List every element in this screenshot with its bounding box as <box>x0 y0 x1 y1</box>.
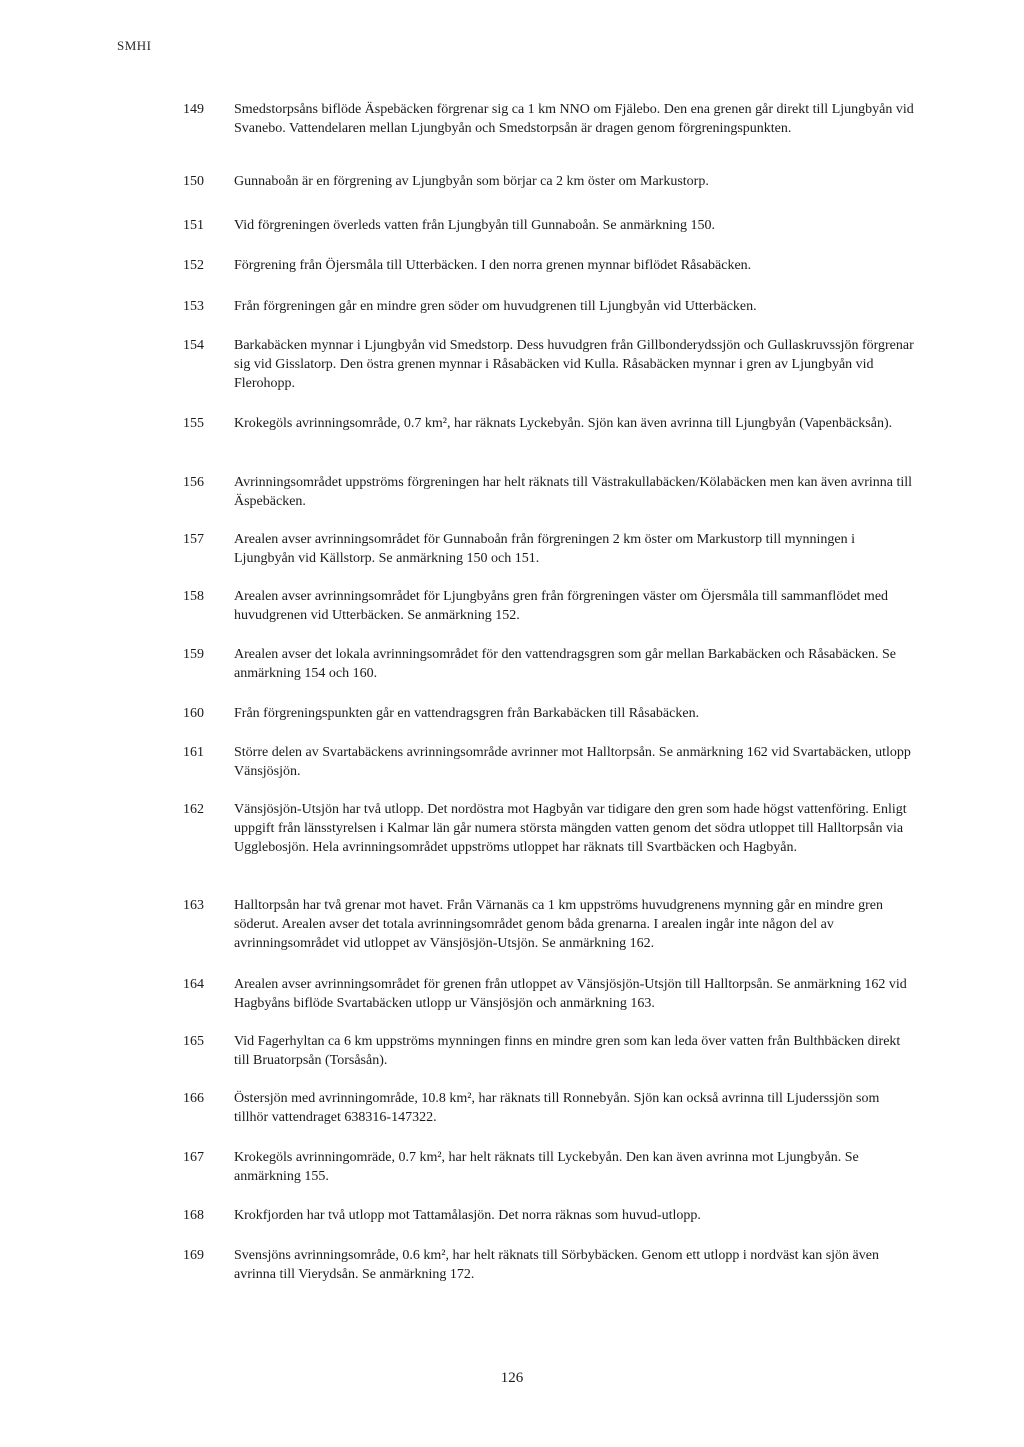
note-text: Arealen avser avrinningsområdet för Ljungbyåns gren från förgreningen väster om Öjersmåla till sammanflödet med huvudgrenen vid Utterbäcken. Se anmärkning 152. <box>234 589 889 623</box>
note-number: 151 <box>183 218 204 233</box>
note-text: Avrinningsområdet uppströms förgreningen har helt räknats till Västrakullabäcken/Kölabäcken men kan även avrinna till Äspebäcken. <box>234 475 913 509</box>
note-text: Vid förgreningen överleds vatten från Ljungbyån till Gunnaboån. Se anmärkning 150. <box>234 218 716 233</box>
note-number: 157 <box>183 532 204 547</box>
note-number: 162 <box>183 802 204 817</box>
note-number: 166 <box>183 1091 204 1106</box>
note-number: 168 <box>183 1208 204 1223</box>
note-number: 150 <box>183 174 204 189</box>
note-text: Krokegöls avrinningsområde, 0.7 km², har räknats Lyckebyån. Sjön kan även avrinna till Ljungbyån (Vapenbäcksån). <box>234 416 893 431</box>
note-text: Svensjöns avrinningsområde, 0.6 km², har helt räknats till Sörbybäcken. Genom ett utlopp i nordväst kan sjön även avrinna till Vierydsån. Se anmärkning 172. <box>234 1248 879 1282</box>
note-text: Vid Fagerhyltan ca 6 km uppströms mynningen finns en mindre gren som kan leda över vatten från Bulthbäcken direkt till Bruatorpsån (Torsåsån). <box>234 1034 901 1068</box>
note-number: 164 <box>183 977 204 992</box>
note-text: Halltorpsån har två grenar mot havet. Från Värnanäs ca 1 km uppströms huvudgrenens mynning går en mindre gren söderut. Arealen avser det totala avrinningsområdet genom båda grenarna. I arealen ingår inte någon del av avrinningsområdet vid utloppet av Vänsjösjön-Utsjön. Se anmärkning 162. <box>234 898 884 951</box>
note-number: 156 <box>183 475 204 490</box>
page-number: 126 <box>500 1370 524 1386</box>
note-number: 165 <box>183 1034 204 1049</box>
note-number: 154 <box>183 338 204 353</box>
note-number: 158 <box>183 589 204 604</box>
note-text: Större delen av Svartabäckens avrinningsområde avrinner mot Halltorpsån. Se anmärkning 162 vid Svartabäcken, utlopp Vänsjösjön. <box>234 745 911 779</box>
note-number: 163 <box>183 898 204 913</box>
note-text: Barkabäcken mynnar i Ljungbyån vid Smedstorp. Dess huvudgren från Gillbonderydssjön och Gullaskruvssjön förgrenar sig vid Gisslatorp. Den östra grenen mynnar i Råsabäcken vid Kulla. Råsabäcken mynnar i gren av Ljungbyån vid Flerohopp. <box>234 338 914 391</box>
note-text: Krokfjorden har två utlopp mot Tattamålasjön. Det norra räknas som huvud-utlopp. <box>234 1208 701 1223</box>
note-number: 153 <box>183 299 204 314</box>
note-text: Arealen avser avrinningsområdet för Gunnaboån från förgreningen 2 km öster om Markustorp till mynningen i Ljungbyån vid Källstorp. Se anmärkning 150 och 151. <box>234 532 856 566</box>
note-text: Från förgreningspunkten går en vattendragsgren från Barkabäcken till Råsabäcken. <box>234 706 700 721</box>
note-text: Vänsjösjön-Utsjön har två utlopp. Det nordöstra mot Hagbyån var tidigare den gren som hade högst vattenföring. Enligt uppgift från länsstyrelsen i Kalmar län går numera största mängden vatten genom det södra utloppet till Halltorpsån via Ugglebosjön. Hela avrinningsområdet uppströms utloppet har räknats till Svartbäcken och Hagbyån. <box>234 802 907 855</box>
note-number: 161 <box>183 745 204 760</box>
note-number: 167 <box>183 1150 204 1165</box>
note-text: Smedstorpsåns biflöde Äspebäcken förgrenar sig ca 1 km NNO om Fjälebo. Den ena grenen går direkt till Ljungbyån vid Svanebo. Vattendelaren mellan Ljungbyån och Smedstorpsån är dragen genom förgreningspunkten. <box>234 102 914 136</box>
page-header-label: SMHI <box>117 38 152 53</box>
note-text: Förgrening från Öjersmåla till Utterbäcken. I den norra grenen mynnar biflödet Råsabäcken. <box>234 258 752 273</box>
note-number: 152 <box>183 258 204 273</box>
note-number: 149 <box>183 102 204 117</box>
note-text: Från förgreningen går en mindre gren söder om huvudgrenen till Ljungbyån vid Utterbäcken. <box>234 299 757 314</box>
note-number: 169 <box>183 1248 204 1263</box>
note-text: Östersjön med avrinningområde, 10.8 km², har räknats till Ronnebyån. Sjön kan också avrinna till Ljuderssjön som tillhör vattendraget 638316-147322. <box>234 1091 880 1125</box>
note-number: 155 <box>183 416 204 431</box>
note-text: Gunnaboån är en förgrening av Ljungbyån som börjar ca 2 km öster om Markustorp. <box>234 174 709 189</box>
note-number: 159 <box>183 647 204 662</box>
note-text: Arealen avser avrinningsområdet för grenen från utloppet av Vänsjösjön-Utsjön till Halltorpsån. Se anmärkning 162 vid Hagbyåns biflöde Svartabäcken utlopp ur Vänsjösjön och anmärkning 163. <box>234 977 907 1011</box>
note-number: 160 <box>183 706 204 721</box>
note-text: Krokegöls avrinningomräde, 0.7 km², har helt räknats till Lyckebyån. Den kan även avrinna mot Ljungbyån. Se anmärkning 155. <box>234 1150 859 1184</box>
note-text: Arealen avser det lokala avrinningsområdet för den vattendragsgren som går mellan Barkabäcken och Råsabäcken. Se anmärkning 154 och 160. <box>234 647 897 681</box>
